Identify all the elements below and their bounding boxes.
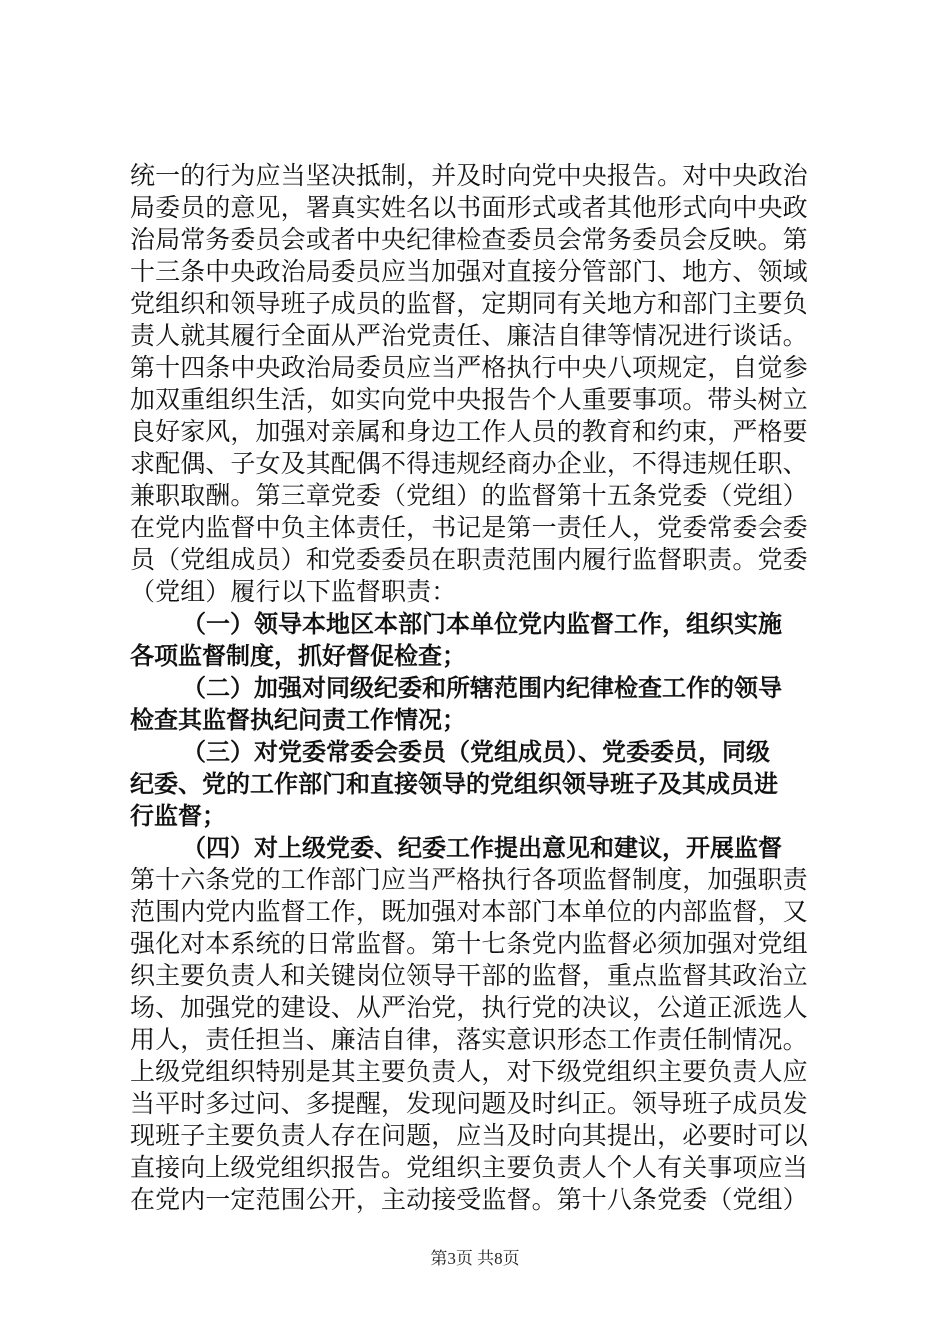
text-line: 用人，责任担当、廉洁自律，落实意识形态工作责任制情况。 (130, 1025, 808, 1054)
text-line: 现班子主要负责人存在问题，应当及时向其提出，必要时可以 (130, 1121, 808, 1150)
text-line: 第十六条党的工作部门应当严格执行各项监督制度，加强职责 (130, 865, 808, 894)
text-line: 十三条中央政治局委员应当加强对直接分管部门、地方、领域 (130, 257, 808, 286)
text-line: 在党内监督中负主体责任，书记是第一责任人，党委常委会委 (130, 513, 808, 542)
text-line: 检查其监督执纪问责工作情况； (130, 706, 466, 734)
text-line: 场、加强党的建设、从严治党，执行党的决议，公道正派选人 (130, 993, 808, 1022)
page-number: 第3页 共8页 (430, 1249, 520, 1268)
text-line: 范围内党内监督工作，既加强对本部门本单位的内部监督，又 (130, 897, 808, 926)
text-line: 良好家风，加强对亲属和身边工作人员的教育和约束，严格要 (130, 417, 808, 446)
text-line: 上级党组织特别是其主要负责人，对下级党组织主要负责人应 (130, 1057, 808, 1086)
text-line: 党组织和领导班子成员的监督，定期同有关地方和部门主要负 (130, 289, 808, 318)
text-line: 在党内一定范围公开，主动接受监督。第十八条党委（党组） (130, 1185, 808, 1214)
text-line: 第十四条中央政治局委员应当严格执行中央八项规定，自觉参 (130, 353, 808, 382)
text-line: （党组）履行以下监督职责： (130, 577, 457, 606)
text-line: 各项监督制度，抓好督促检查； (130, 642, 466, 670)
text-line: 治局常务委员会或者中央纪律检查委员会常务委员会反映。第 (130, 225, 808, 254)
text-line: （一）领导本地区本部门本单位党内监督工作，组织实施 (182, 610, 782, 638)
list-item-2 (130, 672, 830, 736)
text-line: 当平时多过问、多提醒，发现问题及时纠正。领导班子成员发 (130, 1089, 808, 1118)
text-line: 强化对本系统的日常监督。第十七条党内监督必须加强对党组 (130, 929, 808, 958)
text-line: 直接向上级党组织报告。党组织主要负责人个人有关事项应当 (130, 1153, 808, 1182)
paragraph-article-16 (130, 864, 830, 1216)
text-line: 责人就其履行全面从严治党责任、廉洁自律等情况进行谈话。 (130, 321, 808, 350)
text-line: 兼职取酬。第三章党委（党组）的监督第十五条党委（党组） (130, 481, 808, 510)
text-line: （二）加强对同级纪委和所辖范围内纪律检查工作的领导 (182, 674, 782, 702)
paragraph-continuation (130, 160, 830, 608)
text-line: 局委员的意见，署真实姓名以书面形式或者其他形式向中央政 (130, 193, 808, 222)
text-line: 求配偶、子女及其配偶不得违规经商办企业，不得违规任职、 (130, 449, 808, 478)
text-line: 行监督； (130, 802, 226, 830)
text-line: 加双重组织生活，如实向党中央报告个人重要事项。带头树立 (130, 385, 808, 414)
list-item-3 (130, 736, 830, 832)
text-line: （三）对党委常委会委员（党组成员）、党委委员，同级 (182, 738, 770, 766)
list-item-4 (130, 832, 830, 864)
text-line: 员（党组成员）和党委委员在职责范围内履行监督职责。党委 (130, 545, 808, 574)
text-line: 统一的行为应当坚决抵制，并及时向党中央报告。对中央政治 (130, 161, 808, 190)
list-item-1 (130, 608, 830, 672)
document-body (130, 160, 830, 1216)
text-line: 织主要负责人和关键岗位领导干部的监督，重点监督其政治立 (130, 961, 808, 990)
text-line: （四）对上级党委、纪委工作提出意见和建议，开展监督 (182, 834, 782, 862)
text-line: 纪委、党的工作部门和直接领导的党组织领导班子及其成员进 (130, 770, 778, 798)
